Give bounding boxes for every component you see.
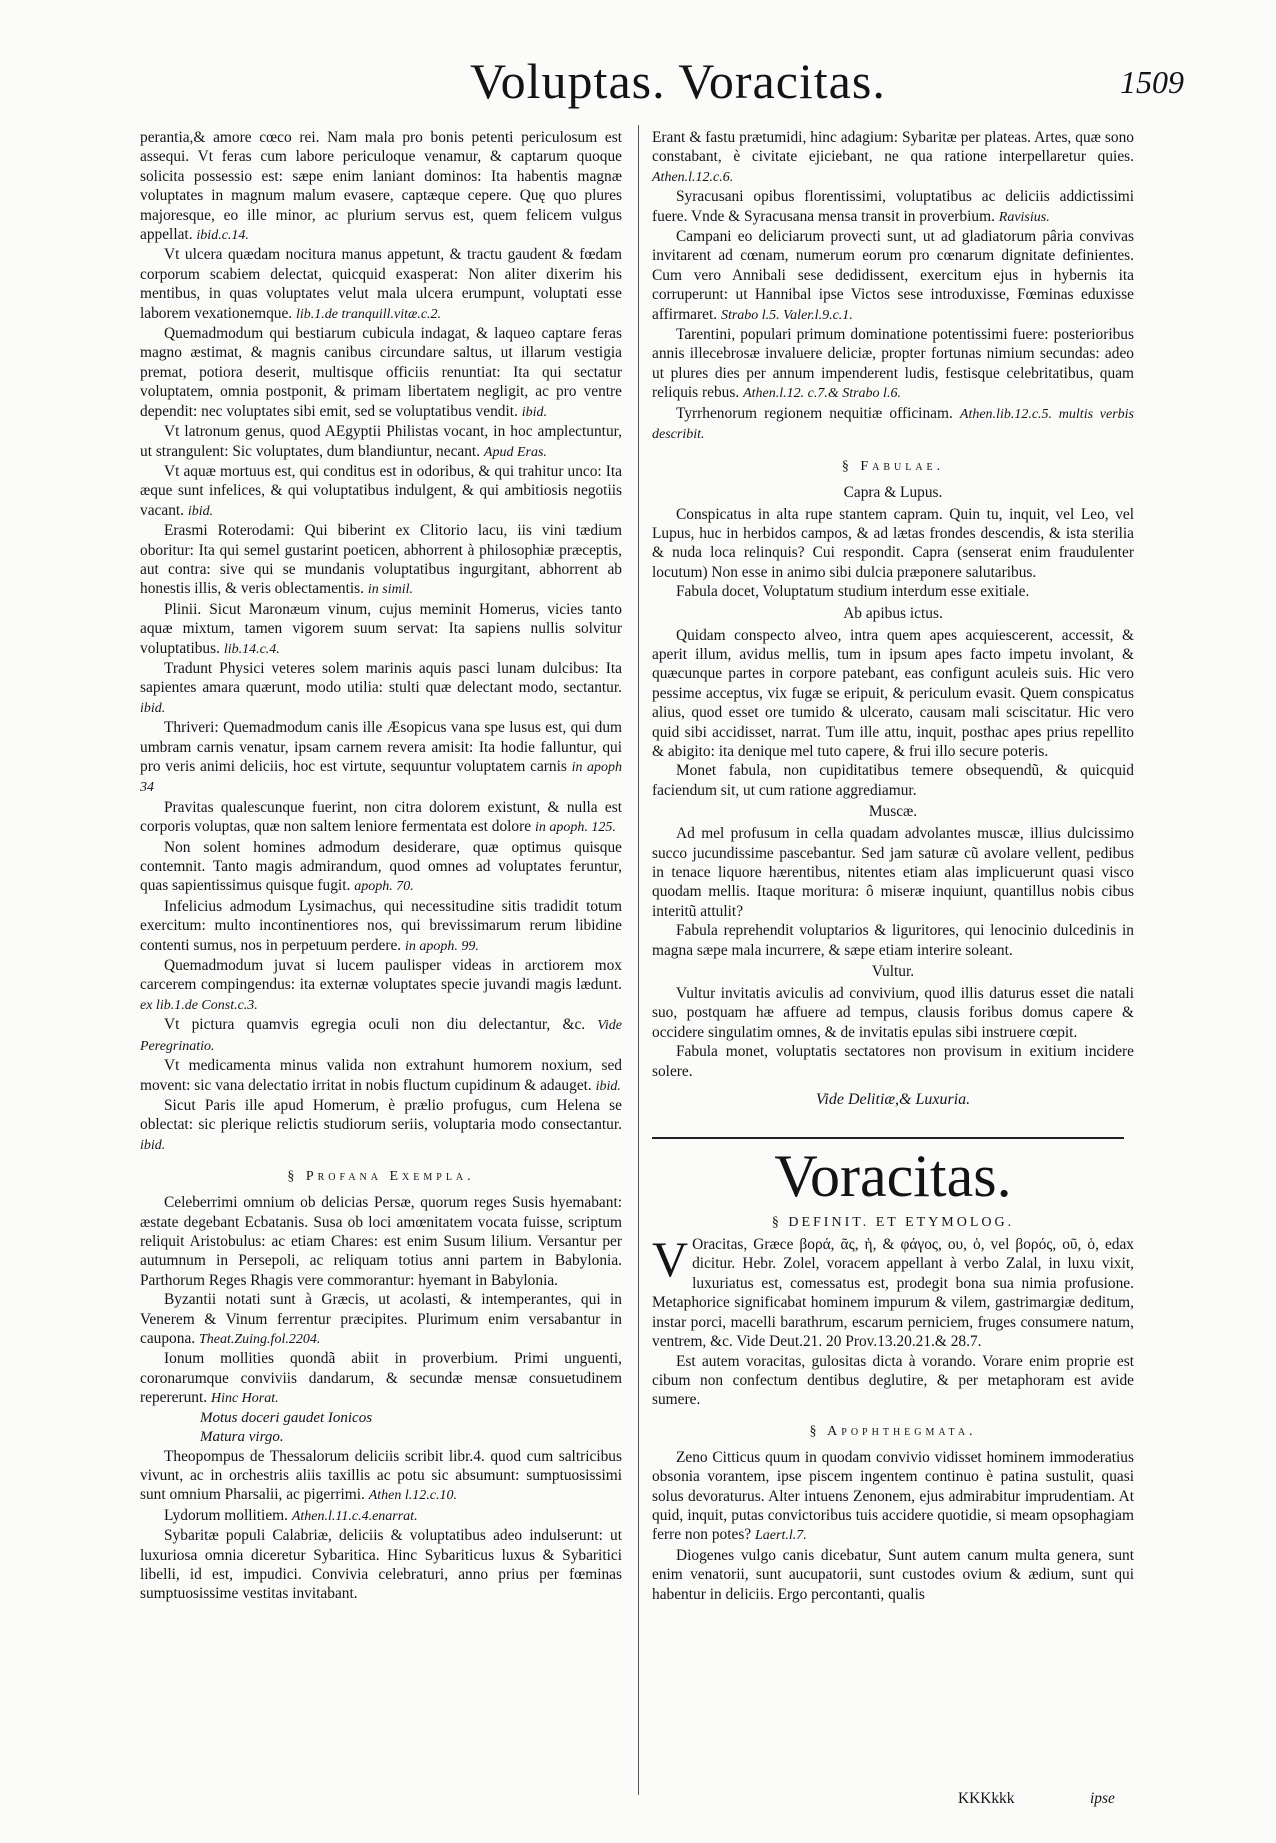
fable-title: Capra & Lupus. [843, 483, 943, 501]
paragraph: Zeno Citticus quum in quodam convivio vidisset hominem immoderatius obsonia vorantem, ipse piscem ingentem continuo è patina sustulit, quasi solus devoraturus. Alter intuens Zenonem, ejus admirabitur imprudentiam. At quid, inquit, putas convictoribus tuis accidere quotidie, si meam opsophagiam ferre non potes? Laert.l.7. [652, 1448, 1134, 1544]
paragraph: Byzantii notati sunt à Græcis, ut acolasti, & intemperantes, qui in Venerem & Vinum ferrentur præcipites. Plurimum enim versabantur in caupona. Theat.Zuing.fol.2204. [140, 1291, 622, 1347]
signature-mark: KKKkkk [958, 1790, 1015, 1807]
page-number: 1509 [1120, 64, 1184, 100]
paragraph: Tyrrhenorum regionem nequitiæ officinam. Athen.lib.12.c.5. multis verbis describit. [652, 404, 1134, 443]
paragraph: Est autem voracitas, gulositas dicta à vorando. Vorare enim proprie est cibum non confectum dentibus deglutire, & per metaphoram est avide sumere. [652, 1352, 1134, 1409]
paragraph: Ionum mollities quondã abiit in proverbium. Primi unguenti, coronarumque conviviis dandarum, & secundæ mensæ consuetudinem repererunt. Hinc Horat. [140, 1350, 622, 1407]
paragraph: Non solent homines admodum desiderare, quæ optimus quisque contemnit. Tanto magis admirandum, quod omnes ad voluptates feruntur, quas sapientissimus quisque fugit. apoph. 70. [140, 838, 622, 895]
paragraph: Quemadmodum qui bestiarum cubicula indagat, & laqueo captare feras magno æstimat, & magnis canibus circundare saltus, ut illarum vestigia premat, potiora deserit, multisque officiis renuntiat: Ita qui sectatur voluptatem, omnia postponit, & primam libertatem negligit, ac pro ventre dependit: nec voluptates sibi emit, sed se voluptatibus vendit. ibid. [140, 325, 622, 420]
paragraph: Celeberrimi omnium ob delicias Persæ, quorum reges Susis hyemabant: æstate degebant Ecbatanis. Susa ob loci amœnitatem vocata fuisse, scriptum reliquit Aristobulus: ac etiam Chares: est enim Susum lilium. Versantur per autumnum in Persepoli, ac reliquam totius anni partem in Babylonia. Parthorum Reges Rhagis vere commorantur: hyemant in Babylonia. [140, 1194, 622, 1289]
left-column [140, 128, 622, 1604]
paragraph: Erant & fastu prætumidi, hinc adagium: Sybaritæ per plateas. Artes, quæ sono constabant, è civitate ejiciebant, ne qua ratione interpellaretur quies. Athen.l.12.c.6. [652, 129, 1134, 185]
drop-cap: V [652, 1231, 689, 1288]
paragraph: Vt ulcera quædam nocitura manus appetunt, & tractu gaudent & fœdam corporum scabiem delectat, quicquid exasperat: Non aliter dixerim his mentibus, in quas voluptates velut mala ulcera erumpunt, voluptati esse laborem vexationemque. lib.1.de tranquill.vitæ.c.2. [140, 246, 622, 322]
fable-moral: Fabula monet, voluptatis sectatores non provisum in exitium incidere solere. [652, 1043, 1134, 1080]
catchword: ipse [1090, 1790, 1115, 1807]
paragraph: Campani eo deliciarum provecti sunt, ut ad gladiatorum pâria convivas invitarent ad cœnam, numerum eorum pro cœnarum dignitate definientes. Cum vero Annibali sese dedidissent, exercitum ejus in hybernis ita corruperunt: ut Hannibal ipse Victos sese introduxisse, Fœminas eduxisse affirmaret. Strabo l.5. Valer.l.9.c.1. [652, 228, 1134, 323]
paragraph: Vt pictura quamvis egregia oculi non diu delectantur, &c. Vide Peregrinatio. [140, 1016, 622, 1054]
verse-line: Matura virgo. [200, 1428, 284, 1445]
section-rule [652, 1137, 1124, 1139]
fable-title: Ab apibus ictus. [843, 604, 943, 622]
paragraph: Thriveri: Quemadmodum canis ille Æsopicus vana spe lusus est, qui dum umbram carnis venatur, ipsam carnem revera amisit: Ita hodie falluntur, qui pro veris animi deliciis, hoc est virtute, sequuntur voluptatem carnis in apoph 34 [140, 719, 622, 796]
cross-reference: Vide Delitiæ,& Luxuria. [815, 1091, 971, 1109]
fable-text: Ad mel profusum in cella quadam advolantes muscæ, illius dulcissimo succo jucundissime pascebantur. Sed jam saturæ cũ avolare vellent, pedibus in tenace liquore hærentibus, nitentes etiam alas implicuerunt quasi visco quodam mellis. Itaque moritura: ô miseræ inquiunt, quantillus nobis cibus interitũ attulit? [652, 825, 1134, 920]
paragraph: Syracusani opibus florentissimi, voluptatibus ac deliciis addictissimi fuere. Vnde & Syracusana mensa transit in proverbium. Ravisius. [652, 188, 1134, 225]
paragraph: Sicut Paris ille apud Homerum, è prælio profugus, cum Helena se oblectat: sic plerique relictis studiorum seriis, voluptaria modo consectantur. ibid. [140, 1096, 622, 1153]
paragraph: Tradunt Physici veteres solem marinis aquis pasci lunam dulcibus: Ita sapientes amara quærunt, modo utilia: stulti quæ delectant modo, sectantur. ibid. [140, 659, 622, 716]
paragraph: Sybaritæ populi Calabriæ, deliciis & voluptatibus adeo indulserunt: ut luxuriosa omnia diceretur Sybaritica. Hinc Sybariticus luxus & Sybaritici libelli, id est, impudici. Convivia celebraturi, anno prius per fœminas sumptuosissime vestitas invitabant. [140, 1527, 622, 1603]
paragraph: Vt medicamenta minus valida non extrahunt humorem noxium, sed movent: sic vana delectatio irritat in nobis fluctum cupidinum & adauget. ibid. [140, 1057, 622, 1094]
paragraph: Quemadmodum juvat si lucem paulisper videas in arctiorem mox carcerem compingendus: ita externæ voluptates specie juvandi magis lædunt. ex lib.1.de Const.c.3. [140, 957, 622, 1013]
fable-text: Conspicatus in alta rupe stantem capram. Quin tu, inquit, vel Leo, vel Lupus, huc in herbidos campos, & ad lætas frondes descendis, & ista sterilia & nuda loca relinquis? Cui respondit. Capra (senserat enim fraudulenter locutum) Non esse in animo sibi dulcia præponere salutaribus. [652, 505, 1134, 581]
paragraph: Lydorum mollitiem. Athen.l.11.c.4.enarrat. [164, 1506, 418, 1524]
running-title: Voluptas. Voracitas. [470, 53, 886, 109]
column-divider [638, 125, 639, 1795]
paragraph: Vt aquæ mortuus est, qui conditus est in odoribus, & qui trahitur unco: Ita æque sunt infelices, & qui voluptatibus indulgent, & qui ambitiosis negotiis vacant. ibid. [140, 462, 622, 519]
paragraph: Plinii. Sicut Maronæum vinum, cujus meminit Homerus, vicies tanto aquæ mixtum, tamen vigorem suum servat: Ita sapiens nullis solvitur voluptatibus. lib.14.c.4. [140, 600, 622, 657]
paragraph: Tarentini, populari primum dominatione potentissimi fuere: posterioribus annis illecebrosæ invaluere deliciæ, propter fortunas nimium secundas: adeo ut plures dies per annum impenderent ludis, festisque celebritatibus, quam reliquis rebus. Athen.l.12. c.7.& Strabo l.6. [652, 326, 1134, 402]
section-heading-apophthegmata: § Apophthegmata. [809, 1423, 977, 1439]
paragraph: Erasmi Roterodami: Qui biberint ex Clitorio lacu, iis vini tædium oboritur: Ita qui semel gustarint poeticen, abhorrent à philosophiæ præceptis, aut contra: sive qui se mundanis voluptatibus ingurgitant, abhorrent ab honestis illis, & veris oblectamentis. in simil. [140, 522, 622, 598]
definition-paragraph: V Oracitas, Græce βορά, ᾶς, ἡ, & φάγος, ου, ὁ, vel βορός, οῦ, ὁ, edax dicitur. Hebr. Zolel, voracem appellant à verbo Zalal, in luxu vixit, luxuriatus est, comessatus est, prodegit bona sua nimia profusione. Metaphorice significabat hominem impurum & vilem, gastrimargiæ deditum, instar porci, macelli barathrum, escarum perniciem, fruges consumere natum, ventrem, &c. Vide Deut.21. 20 Prov.13.20.21.& 28.7. [652, 1231, 1134, 1351]
definition-heading: § DEFINIT. ET ETYMOLOG. [771, 1215, 1015, 1231]
fable-text: Vultur invitatis aviculis ad convivium, quod illis daturus esset die natali suo, postquam hæ affuere ad tempus, clausis foribus domus capere & occidere singulatim omnes, & de invitatis epulas sibi instruere cœpit. [652, 985, 1134, 1041]
paragraph: Vt latronum genus, quod AEgyptii Philistas vocant, in hoc amplectuntur, ut strangulent: Sic voluptates, dum blandiuntur, necant. Apud Eras. [140, 423, 622, 460]
paragraph: Diogenes vulgo canis dicebatur, Sunt autem canum multa genera, sunt enim venatorii, sunt aucupatorii, sunt custodes ovium & ædium, sunt qui habentur in deliciis. Ergo percontanti, qualis [652, 1546, 1134, 1603]
verse-line: Motus doceri gaudet Ionicos [200, 1409, 373, 1426]
fable-moral: Monet fabula, non cupiditatibus temere obsequendũ, & quicquid faciendum sit, ut cum ratione aggrediamur. [652, 762, 1134, 799]
paragraph: perantia,& amore cœco rei. Nam mala pro bonis petenti periculosum est assequi. Vt feras cum labore periculoque venamur, & captarum quoque solicita possessio est: sæpe enim laniant dominos: Ita habentis magnæ voluptates in magnum malum evasere, captæque cepere. Quę quo plures majoresque, eo ille minor, ac plurium servus est, quem felicem vulgus appellat. ibid.c.14. [140, 129, 622, 244]
section-heading-profana: § Profana Exempla. [287, 1169, 475, 1185]
paragraph: Pravitas qualescunque fuerint, non citra dolorem existunt, & nulla est corporis voluptas, quæ non saltem leniore fermentata est dolore in apoph. 125. [140, 798, 622, 836]
right-column [652, 128, 1134, 1604]
section-heading-fabulae: § Fabulae. [841, 458, 945, 474]
section-title: Voracitas. [774, 1143, 1012, 1210]
fable-title: Muscæ. [868, 803, 918, 821]
paragraph: Theopompus de Thessalorum deliciis scribit libr.4. quod cum saltricibus vivunt, ac in orchestris aliis taxillis ac potu sic absumunt: sumptuosissimi sunt omnium Pharsalii, ac pigerrimi. Athen l.12.c.10. [140, 1447, 622, 1504]
fable-moral: Fabula reprehendit voluptarios & liguritores, qui lenocinio dulcedinis in magna sæpe mala incurrere, & sæpe etiam interire soleant. [652, 922, 1134, 959]
fable-moral: Fabula docet, Voluptatum studium interdum esse exitiale. [676, 583, 1030, 601]
fable-title: Vultur. [871, 963, 915, 981]
paragraph: Infelicius admodum Lysimachus, qui necessitudine sitis tradidit totum exercitum: multo incontinentiores nos, qui brevissimarum rerum libidine contenti sumus, nos in perpetuum perdere. in apoph. 99. [140, 897, 622, 954]
fable-text: Quidam conspecto alveo, intra quem apes acquiescerent, accessit, & aperit illum, avidus mellis, tum in ipsum apes facto impetu involant, & quæcunque partes in corpore patebant, eas configunt aculeis suis. Hic vero pessime acceptus, vix fugæ se eripuit, & periculum evasit. Quem conspicatus alius, quod esset ore tumido & ulcerato, causam mali sciscitatur. Hic vero quid sibi accidisset, narrat. Tum ille attu, inquit, posthac apes prius repellito & abigito: ita denique mel tuto capere, & frui illo secure poteris. [652, 626, 1134, 760]
